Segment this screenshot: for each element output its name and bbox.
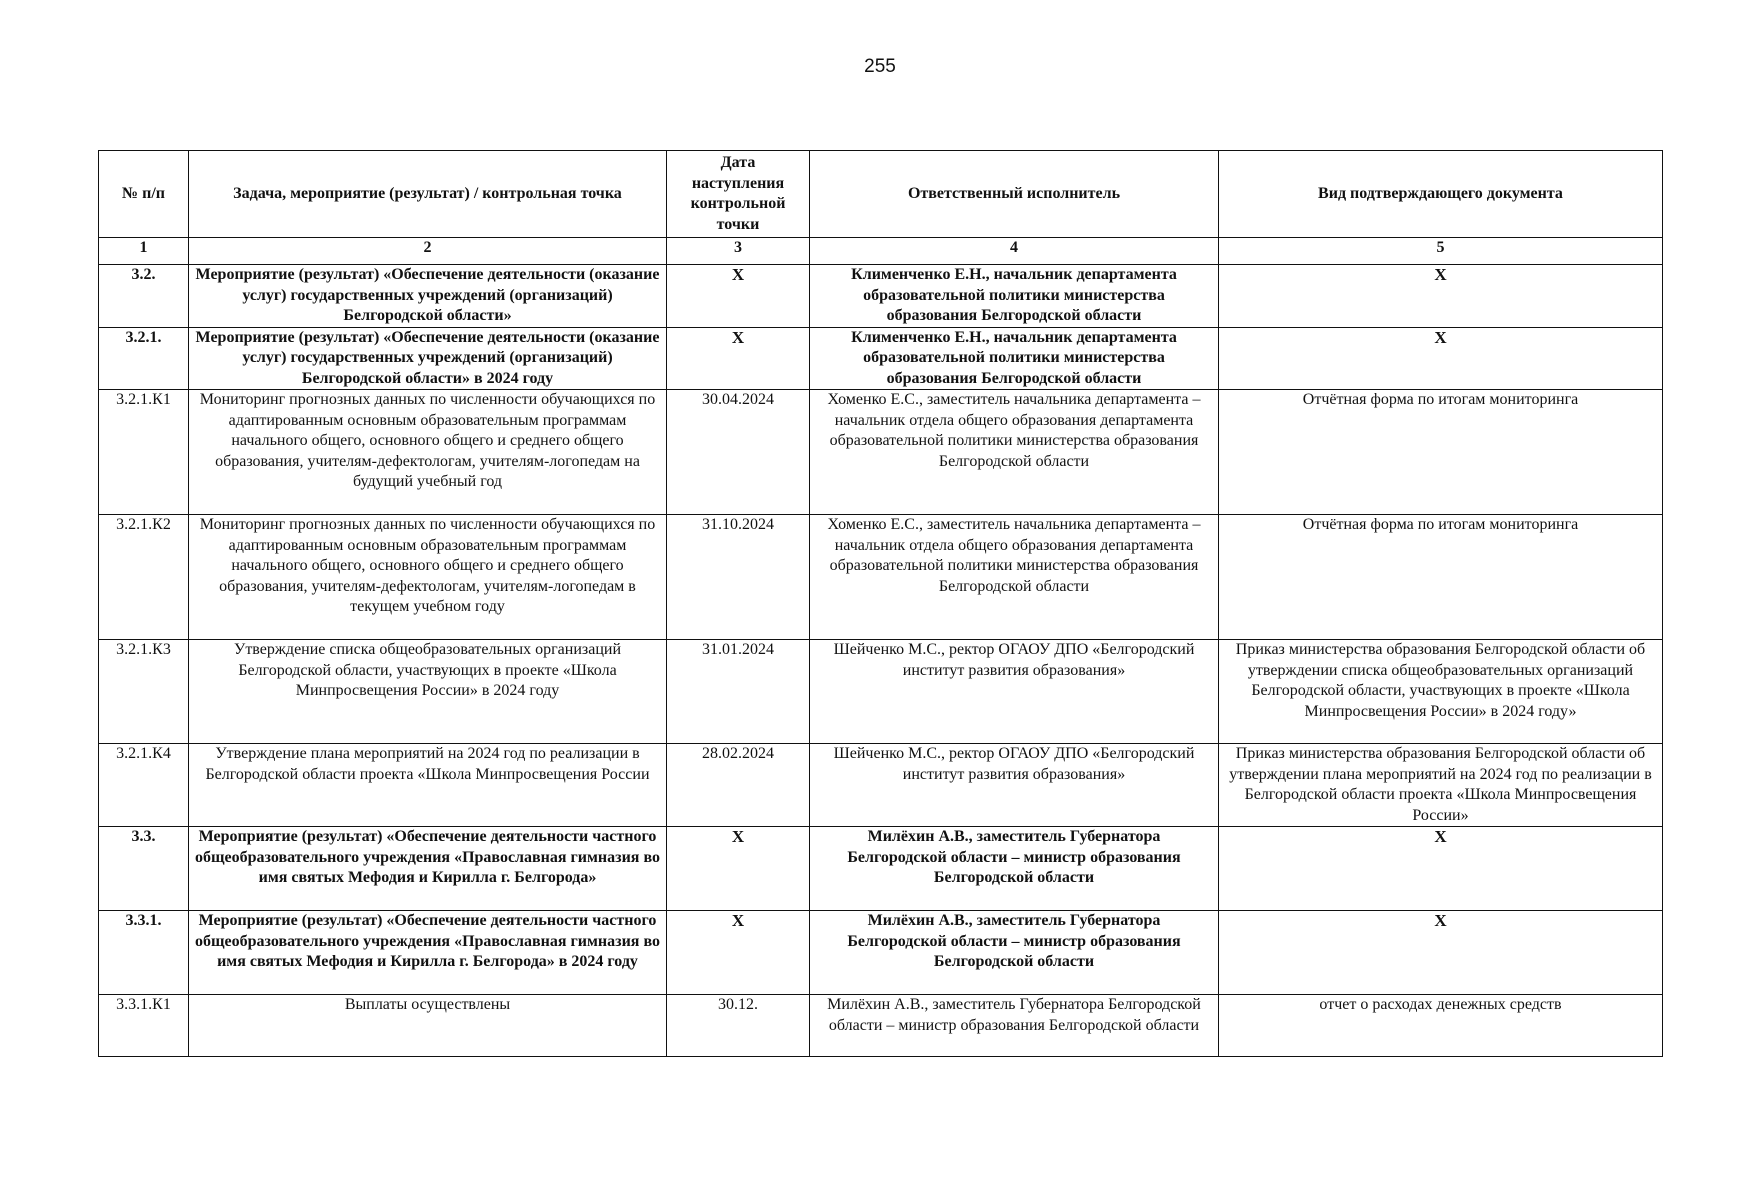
row-date: Х (667, 265, 810, 328)
header-date: Дата наступления контрольной точки (667, 151, 810, 238)
column-numbers-row (99, 238, 1663, 265)
row-task: Мониторинг прогнозных данных по численности обучающихся по адаптированным основным образовательным программам начального общего, основного общего и среднего общего образования, учителям-дефектологам, учителям-логопедам на будущий учебный год (189, 390, 667, 515)
table-row (99, 640, 1663, 744)
row-date: 30.04.2024 (667, 390, 810, 515)
header-task: Задача, мероприятие (результат) / контрольная точка (189, 151, 667, 238)
row-document: Х (1219, 327, 1663, 390)
row-document: Приказ министерства образования Белгородской области об утверждении списка общеобразовательных организаций Белгородской области, участвующих в проекте «Школа Минпросвещения России» в 2024 году» (1219, 640, 1663, 744)
page-number: 255 (864, 56, 896, 77)
row-executor: Милёхин А.В., заместитель Губернатора Белгородской области – министр образования Белгородской области (810, 911, 1219, 995)
table-row (99, 911, 1663, 995)
column-number: 1 (99, 238, 189, 265)
row-task: Выплаты осуществлены (189, 995, 667, 1057)
table-row (99, 265, 1663, 328)
row-task: Мероприятие (результат) «Обеспечение деятельности (оказание услуг) государственных учреждений (организаций) Белгородской области» (189, 265, 667, 328)
table-row (99, 827, 1663, 911)
row-executor: Милёхин А.В., заместитель Губернатора Белгородской области – министр образования Белгородской области (810, 995, 1219, 1057)
row-document: отчет о расходах денежных средств (1219, 995, 1663, 1057)
row-document: Х (1219, 265, 1663, 328)
header-num: № п/п (99, 151, 189, 238)
row-executor: Клименченко Е.Н., начальник департамента образовательной политики министерства образования Белгородской области (810, 327, 1219, 390)
row-document: Приказ министерства образования Белгородской области об утверждении плана мероприятий на 2024 год по реализации в Белгородской области проекта «Школа Минпросвещения России» (1219, 744, 1663, 827)
row-task: Мероприятие (результат) «Обеспечение деятельности частного общеобразовательного учреждения «Православная гимназия во имя святых Мефодия и Кирилла г. Белгорода» в 2024 году (189, 911, 667, 995)
row-number: 3.3. (99, 827, 189, 911)
row-task: Мониторинг прогнозных данных по численности обучающихся по адаптированным основным образовательным программам начального общего, основного общего и среднего общего образования, учителям-дефектологам, учителям-логопедам в текущем учебном году (189, 515, 667, 640)
row-number: 3.2.1.К3 (99, 640, 189, 744)
row-date: Х (667, 911, 810, 995)
row-number: 3.2.1.К2 (99, 515, 189, 640)
row-date: 30.12. (667, 995, 810, 1057)
row-number: 3.2.1.К4 (99, 744, 189, 827)
row-number: 3.2.1. (99, 327, 189, 390)
row-number: 3.2. (99, 265, 189, 328)
row-document: Отчётная форма по итогам мониторинга (1219, 390, 1663, 515)
row-date: 31.10.2024 (667, 515, 810, 640)
row-executor: Милёхин А.В., заместитель Губернатора Белгородской области – министр образования Белгородской области (810, 827, 1219, 911)
row-number: 3.3.1. (99, 911, 189, 995)
row-executor: Хоменко Е.С., заместитель начальника департамента – начальник отдела общего образования департамента образовательной политики министерства образования Белгородской области (810, 515, 1219, 640)
row-date: 28.02.2024 (667, 744, 810, 827)
table-row (99, 995, 1663, 1057)
table-row (99, 390, 1663, 515)
row-task: Мероприятие (результат) «Обеспечение деятельности (оказание услуг) государственных учреждений (организаций) Белгородской области» в 2024 году (189, 327, 667, 390)
row-executor: Шейченко М.С., ректор ОГАОУ ДПО «Белгородский институт развития образования» (810, 640, 1219, 744)
column-number: 2 (189, 238, 667, 265)
row-document: Х (1219, 911, 1663, 995)
row-task: Мероприятие (результат) «Обеспечение деятельности частного общеобразовательного учреждения «Православная гимназия во имя святых Мефодия и Кирилла г. Белгорода» (189, 827, 667, 911)
header-document: Вид подтверждающего документа (1219, 151, 1663, 238)
row-task: Утверждение списка общеобразовательных организаций Белгородской области, участвующих в проекте «Школа Минпросвещения России» в 2024 году (189, 640, 667, 744)
table-row (99, 327, 1663, 390)
table-header-row (99, 151, 1663, 238)
column-number: 5 (1219, 238, 1663, 265)
row-executor: Хоменко Е.С., заместитель начальника департамента – начальник отдела общего образования департамента образовательной политики министерства образования Белгородской области (810, 390, 1219, 515)
column-number: 4 (810, 238, 1219, 265)
row-date: Х (667, 827, 810, 911)
control-points-table (98, 150, 1663, 1057)
table-row (99, 515, 1663, 640)
row-executor: Шейченко М.С., ректор ОГАОУ ДПО «Белгородский институт развития образования» (810, 744, 1219, 827)
row-date: Х (667, 327, 810, 390)
header-executor: Ответственный исполнитель (810, 151, 1219, 238)
row-executor: Клименченко Е.Н., начальник департамента образовательной политики министерства образования Белгородской области (810, 265, 1219, 328)
row-number: 3.2.1.К1 (99, 390, 189, 515)
row-task: Утверждение плана мероприятий на 2024 год по реализации в Белгородской области проекта «Школа Минпросвещения России (189, 744, 667, 827)
row-document: Х (1219, 827, 1663, 911)
table-row (99, 744, 1663, 827)
row-date: 31.01.2024 (667, 640, 810, 744)
row-number: 3.3.1.К1 (99, 995, 189, 1057)
row-document: Отчётная форма по итогам мониторинга (1219, 515, 1663, 640)
column-number: 3 (667, 238, 810, 265)
